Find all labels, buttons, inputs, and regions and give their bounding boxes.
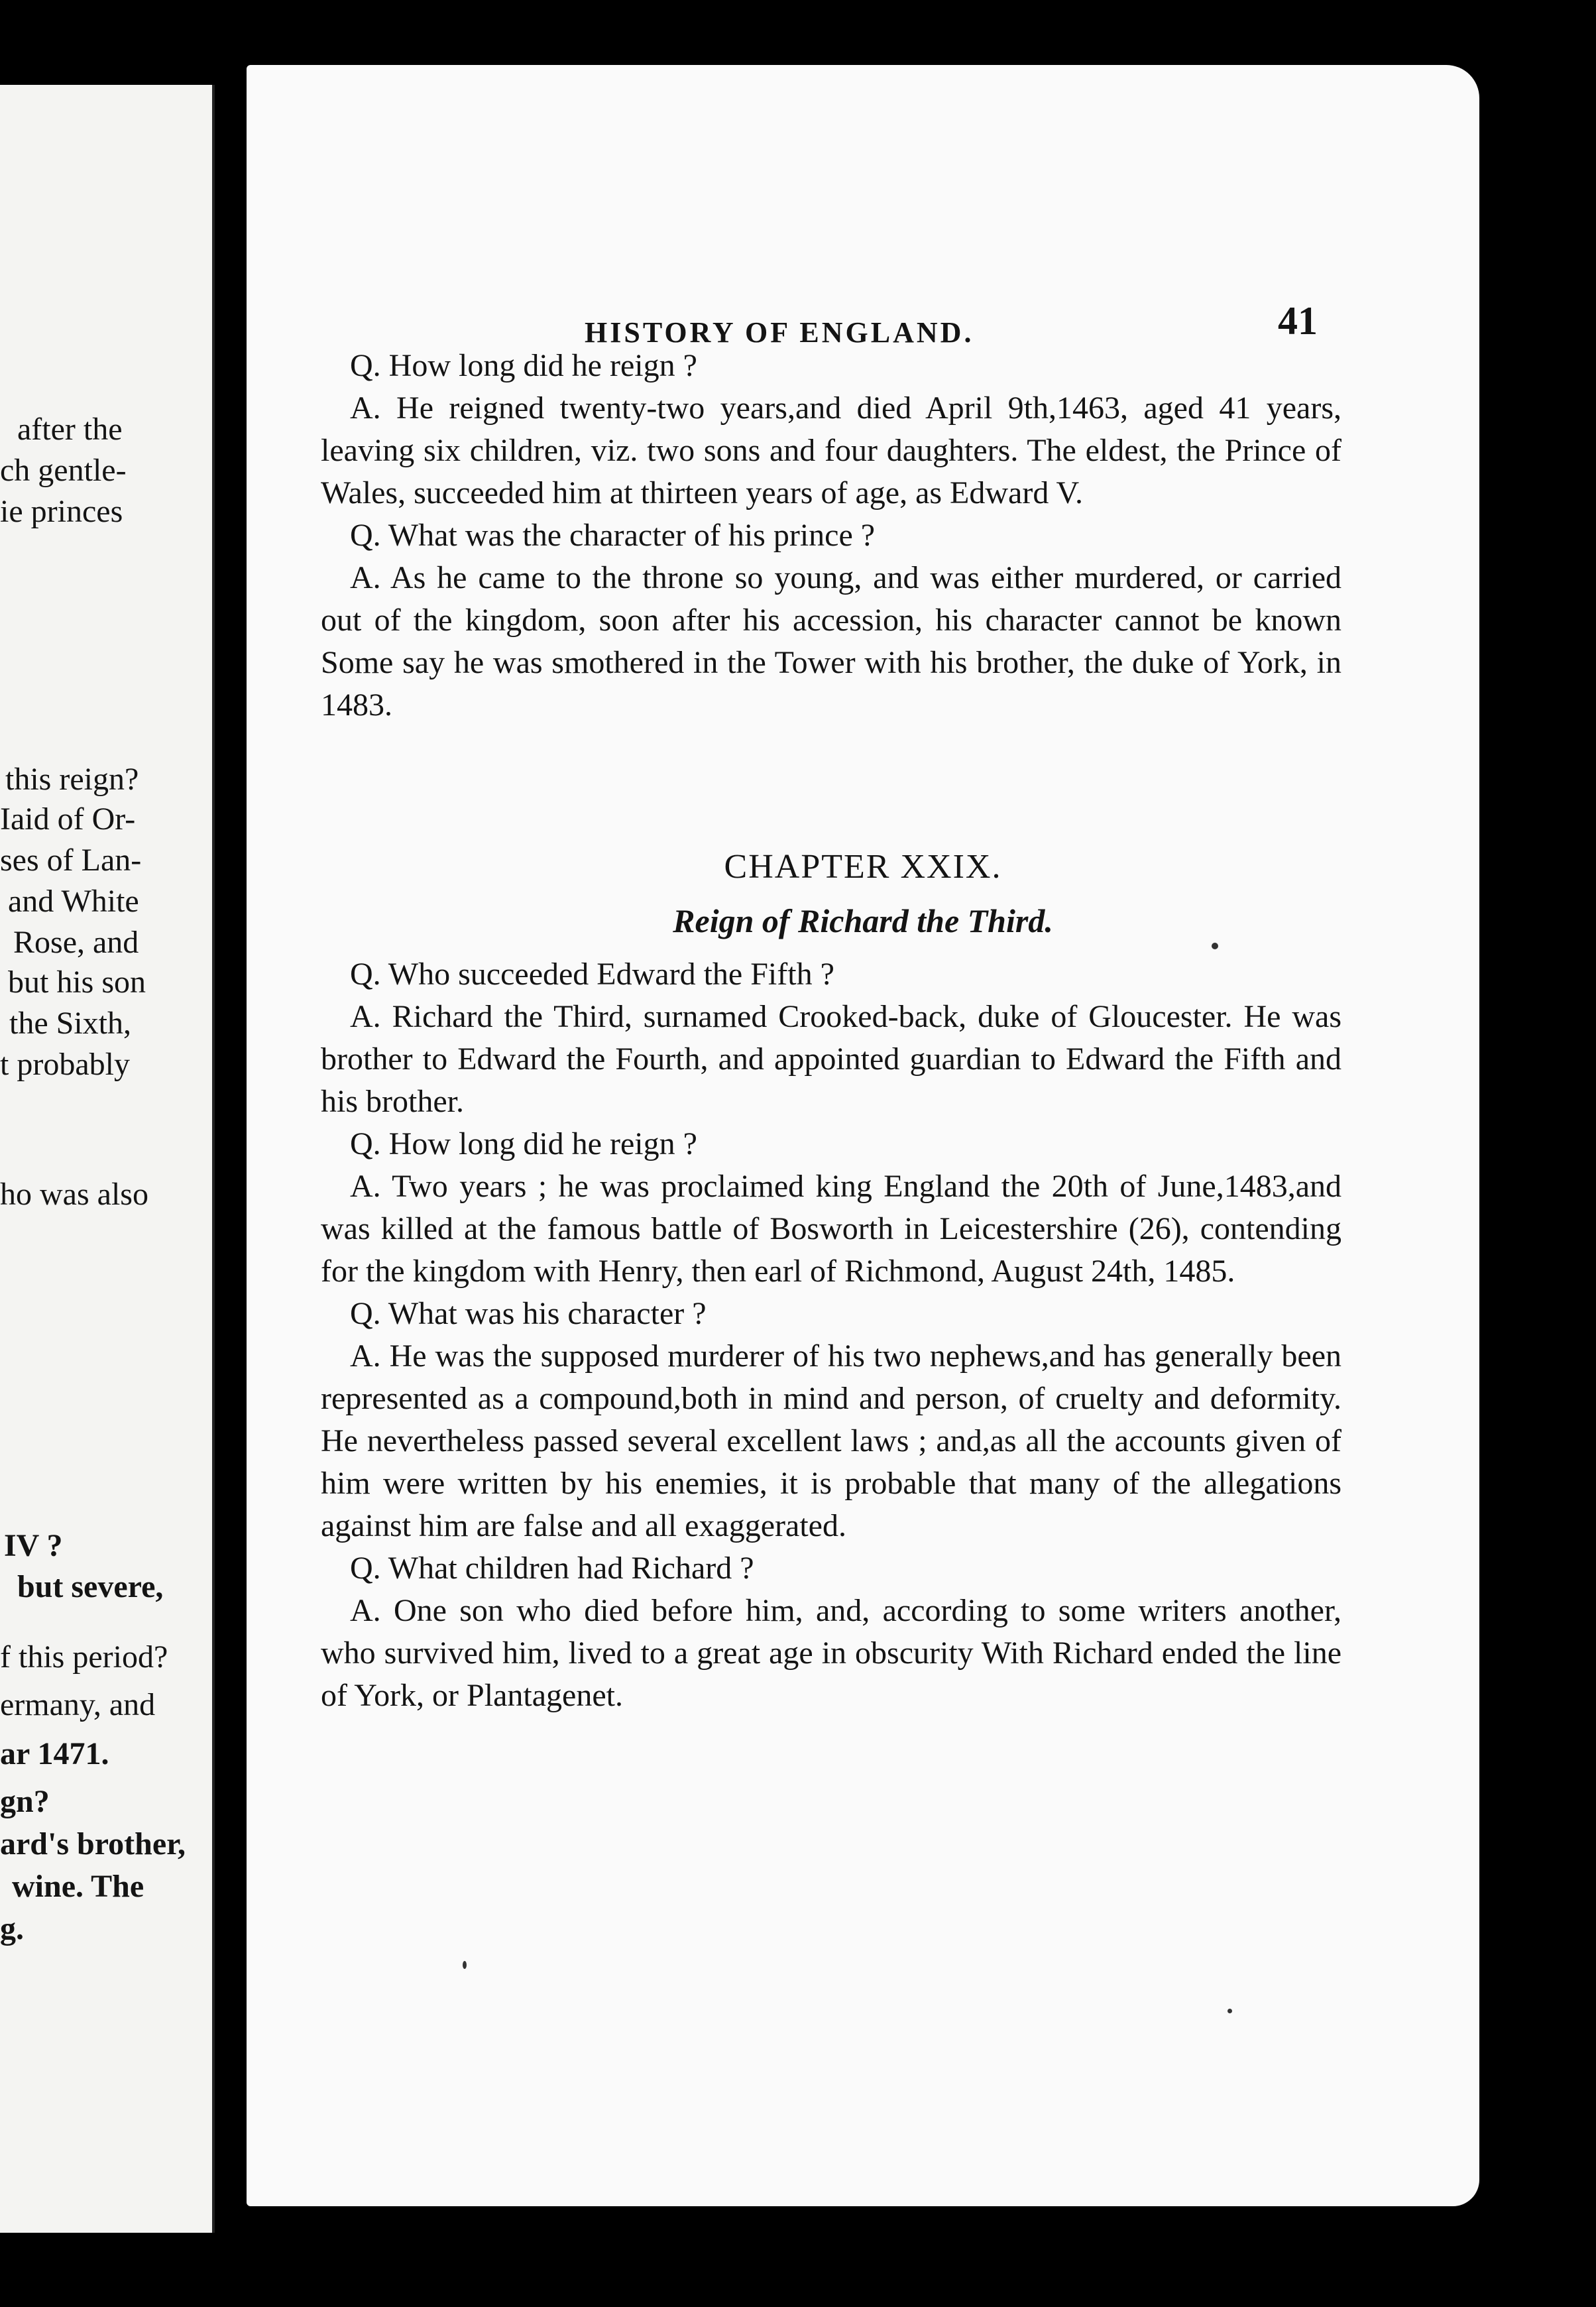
page-number: 41 [1278,299,1318,343]
qa-paragraph: A. One son who died before him, and, according to some writers another, who survived him, lived to a great age in obscurity With Richard ended the line of York, or Plantagenet. [321,1593,1341,1713]
qa-paragraph: Q. How long did he reign ? [350,1126,697,1161]
left-fragment: this reign? [5,762,139,797]
left-fragment: ses of Lan- [0,843,142,878]
qa-paragraph: Q. Who succeeded Edward the Fifth ? [350,957,834,992]
left-fragment: after the [17,412,123,447]
qa-paragraph: Q. What children had Richard ? [350,1551,754,1586]
qa-paragraph: A. He reigned twenty-two years,and died April 9th,1463, aged 41 years, leaving six children, viz. two sons and four daughters. The eldest, the Prince of Wales, succeeded him at thirteen years of age, as Edward V. [321,390,1341,510]
ink-speck [1212,943,1218,949]
left-page [0,85,215,2233]
left-fragment: but his son [8,965,146,1000]
left-fragment: ch gentle- [0,453,127,488]
left-fragment: ard's brother, [0,1826,186,1862]
top-text-block [321,345,1341,727]
left-fragment: ar 1471. [0,1736,109,1771]
bottom-text-block [321,953,1341,1717]
left-fragment: gn? [0,1784,50,1819]
left-fragment: ie princes [0,494,123,529]
running-head: HISTORY OF ENGLAND. [585,316,974,349]
qa-paragraph: Q. What was the character of his prince ? [350,518,876,553]
ink-speck [1227,2009,1232,2013]
qa-paragraph: A. Two years ; he was proclaimed king England the 20th of June,1483,and was killed at the famous battle of Bosworth in Leicestershire (26), contending for the kingdom with Henry, then earl of Richmond, August 24th, 1485. [321,1169,1341,1289]
left-fragment: and White [8,884,139,919]
qa-paragraph: A. He was the supposed murderer of his two nephews,and has generally been represented as a compound,both in mind and person, of cruelty and deformity. He nevertheless passed several excellent laws ; and,as all the accounts given of him were written by his enemies, it is probable that many of the allegations against him are false and all exaggerated. [321,1338,1341,1543]
left-fragment: f this period? [0,1639,168,1675]
book-gutter [215,0,247,2307]
qa-paragraph: A. As he came to the throne so young, and was either murdered, or carried out of the kingdom, soon after his accession, his character cannot be known Some say he was smothered in the Tower with his brother, the duke of York, in 1483. [321,560,1341,723]
chapter-title: CHAPTER XXIX. [724,848,1002,886]
qa-paragraph: A. Richard the Third, surnamed Crooked-back, duke of Gloucester. He was brother to Edward the Fourth, and appointed guardian to Edward the Fifth and his brother. [321,999,1341,1119]
left-fragment: the Sixth, [9,1006,132,1041]
chapter-subtitle: Reign of Richard the Third. [673,902,1053,939]
left-fragment: but severe, [17,1569,164,1604]
qa-paragraph: Q. How long did he reign ? [350,348,697,383]
left-fragment: wine. The [12,1869,144,1904]
ink-speck [463,1961,467,1969]
left-fragment: Rose, and [13,925,139,960]
left-fragment: ho was also [0,1177,148,1212]
left-fragment: ermany, and [0,1687,156,1722]
left-fragment: g. [0,1911,24,1946]
left-fragment: IV ? [4,1528,63,1563]
qa-paragraph: Q. What was his character ? [350,1296,707,1331]
right-page [247,65,1479,2206]
left-fragment: Iaid of Or- [0,801,136,837]
left-fragment: t probably [0,1047,130,1082]
